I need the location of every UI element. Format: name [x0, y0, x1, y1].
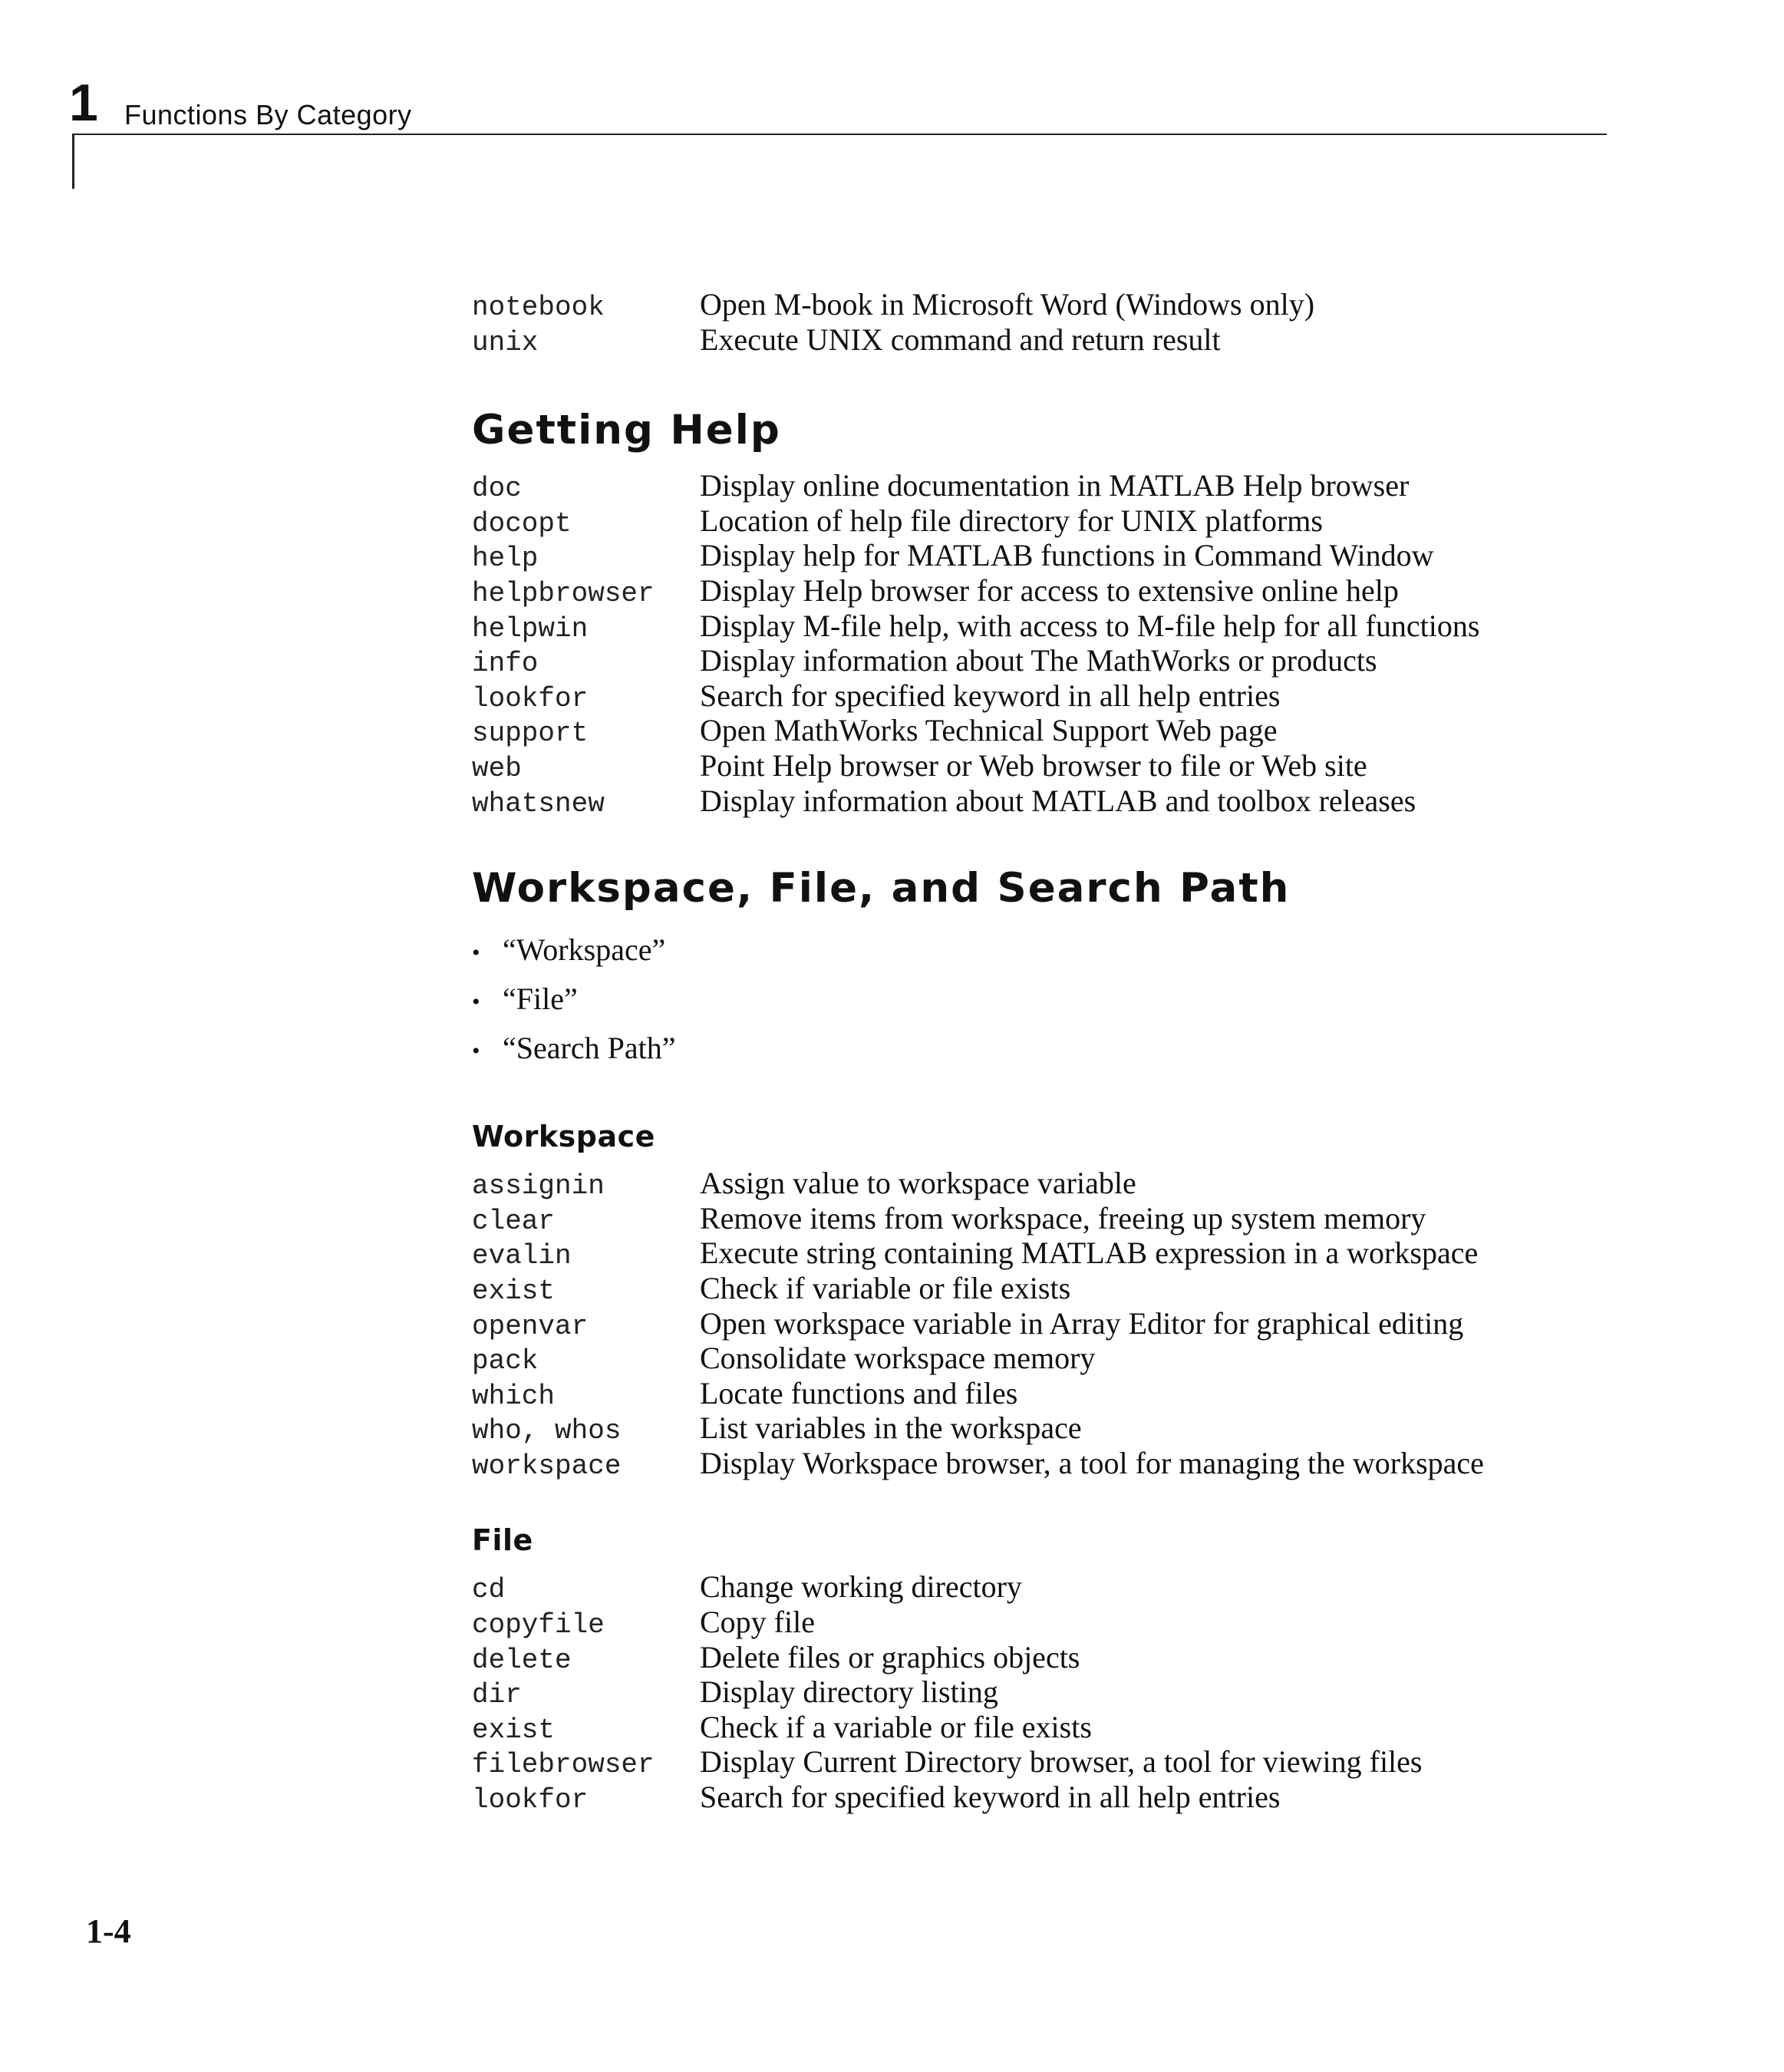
function-row [472, 1744, 1623, 1779]
function-name-link[interactable]: dir [472, 1679, 522, 1711]
getting-help-heading: Getting Help [472, 407, 781, 454]
intro-function-list [472, 286, 1623, 356]
function-row [472, 1375, 1623, 1410]
function-row [472, 503, 1623, 538]
function-name-link[interactable]: filebrowser [472, 1749, 655, 1781]
function-row [472, 1410, 1623, 1445]
page-content [472, 286, 1623, 1814]
function-name-link[interactable]: notebook [472, 292, 605, 323]
function-description: Point Help browser or Web browser to file or Web site [700, 747, 1367, 783]
function-row [472, 537, 1623, 575]
function-description: Check if variable or file exists [700, 1270, 1071, 1305]
function-description: Check if a variable or file exists [700, 1709, 1092, 1744]
function-description: Display information about The MathWorks or products [700, 643, 1377, 678]
workspace-file-path-heading: Workspace, File, and Search Path [472, 865, 1291, 912]
function-row [472, 467, 1623, 503]
function-description: Display help for MATLAB functions in Command Window [700, 538, 1434, 573]
function-description: Locate functions and files [700, 1375, 1018, 1410]
function-row [472, 678, 1623, 713]
function-description: Copy file [700, 1605, 815, 1640]
function-row [472, 1779, 1623, 1814]
function-name-link[interactable]: exist [472, 1714, 556, 1746]
function-description: Consolidate workspace memory [700, 1341, 1096, 1376]
function-row [472, 1639, 1623, 1674]
function-name-link[interactable]: workspace [472, 1450, 622, 1482]
function-name-link[interactable]: copyfile [472, 1609, 605, 1641]
getting-help-function-list [472, 467, 1623, 820]
function-name-link[interactable]: assignin [472, 1170, 605, 1203]
function-row [472, 712, 1623, 750]
function-row [472, 642, 1623, 678]
workspace-section-link[interactable]: “Workspace” [503, 932, 666, 968]
function-description: Change working directory [700, 1569, 1022, 1605]
workspace-heading: Workspace [472, 1120, 655, 1154]
search-path-section-link[interactable]: “Search Path” [503, 1031, 676, 1066]
function-name-link[interactable]: support [472, 718, 589, 750]
function-description: Display directory listing [700, 1674, 998, 1710]
function-description: Search for specified keyword in all help entries [700, 1780, 1281, 1815]
function-row [472, 1709, 1623, 1744]
function-description: Display information about MATLAB and toolbox releases [700, 783, 1416, 818]
function-description: Delete files or graphics objects [700, 1639, 1080, 1674]
function-row [472, 1604, 1623, 1639]
chapter-number: 1 [69, 74, 98, 132]
function-row [472, 1165, 1623, 1203]
function-name-link[interactable]: helpwin [472, 612, 589, 645]
function-name-link[interactable]: lookfor [472, 1784, 589, 1816]
function-row [472, 1569, 1623, 1604]
function-row [472, 1235, 1623, 1270]
section-link-item [472, 932, 1623, 981]
section-link-item [472, 1030, 1623, 1079]
function-name-link[interactable]: who, whos [472, 1415, 622, 1447]
chapter-title: Functions By Category [124, 99, 412, 130]
section-link-list [472, 932, 1623, 1079]
file-section-link[interactable]: “File” [503, 982, 578, 1017]
function-row [472, 1270, 1623, 1305]
function-row [472, 608, 1623, 643]
function-description: Display Help browser for access to extensive online help [700, 572, 1399, 608]
function-name-link[interactable]: unix [472, 326, 539, 358]
bullet-icon: • [472, 989, 480, 1015]
function-description: Execute UNIX command and return result [700, 322, 1221, 357]
file-function-list [472, 1569, 1623, 1816]
function-row [472, 1305, 1623, 1341]
page-number: 1-4 [86, 1912, 131, 1950]
function-row [472, 1674, 1623, 1709]
function-name-link[interactable]: lookfor [472, 682, 589, 714]
section-link-item [472, 981, 1623, 1030]
function-row [472, 322, 1623, 357]
function-name-link[interactable]: info [472, 648, 539, 680]
function-row [472, 783, 1623, 818]
function-name-link[interactable]: which [472, 1380, 556, 1412]
bullet-icon: • [472, 1038, 480, 1064]
function-row [472, 1200, 1623, 1236]
function-description: Display online documentation in MATLAB Help browser [700, 468, 1410, 503]
function-name-link[interactable]: pack [472, 1345, 539, 1377]
function-name-link[interactable]: docopt [472, 507, 572, 539]
function-name-link[interactable]: help [472, 543, 539, 575]
workspace-function-list [472, 1165, 1623, 1480]
function-description: Display M-file help, with access to M-file help for all functions [700, 608, 1480, 643]
function-description: Assign value to workspace variable [700, 1166, 1136, 1201]
file-heading: File [472, 1523, 533, 1558]
function-description: Open workspace variable in Array Editor for graphical editing [700, 1305, 1464, 1341]
function-name-link[interactable]: openvar [472, 1310, 589, 1342]
function-description: Remove items from workspace, freeing up system memory [700, 1200, 1426, 1236]
function-row [472, 286, 1623, 322]
function-description: List variables in the workspace [700, 1410, 1082, 1446]
function-name-link[interactable]: delete [472, 1644, 572, 1676]
function-description: Open MathWorks Technical Support Web page [700, 713, 1278, 748]
function-name-link[interactable]: clear [472, 1205, 556, 1237]
function-row [472, 747, 1623, 783]
function-row [472, 1445, 1623, 1480]
function-description: Location of help file directory for UNIX platforms [700, 503, 1323, 538]
function-name-link[interactable]: evalin [472, 1240, 572, 1272]
function-row [472, 1340, 1623, 1375]
function-name-link[interactable]: cd [472, 1574, 506, 1606]
function-name-link[interactable]: whatsnew [472, 787, 605, 820]
function-name-link[interactable]: doc [472, 473, 522, 505]
bullet-icon: • [472, 940, 480, 966]
function-description: Display Workspace browser, a tool for managing the workspace [700, 1445, 1484, 1480]
header-rule [72, 134, 1607, 135]
function-name-link[interactable]: web [472, 752, 522, 784]
function-description: Search for specified keyword in all help entries [700, 678, 1281, 713]
function-description: Execute string containing MATLAB expression in a workspace [700, 1236, 1479, 1271]
header-vertical-rule [72, 134, 74, 189]
function-row [472, 572, 1623, 608]
function-description: Display Current Directory browser, a tool for viewing files [700, 1744, 1423, 1780]
function-description: Open M-book in Microsoft Word (Windows only) [700, 287, 1315, 322]
function-name-link[interactable]: exist [472, 1275, 556, 1307]
function-name-link[interactable]: helpbrowser [472, 577, 655, 609]
